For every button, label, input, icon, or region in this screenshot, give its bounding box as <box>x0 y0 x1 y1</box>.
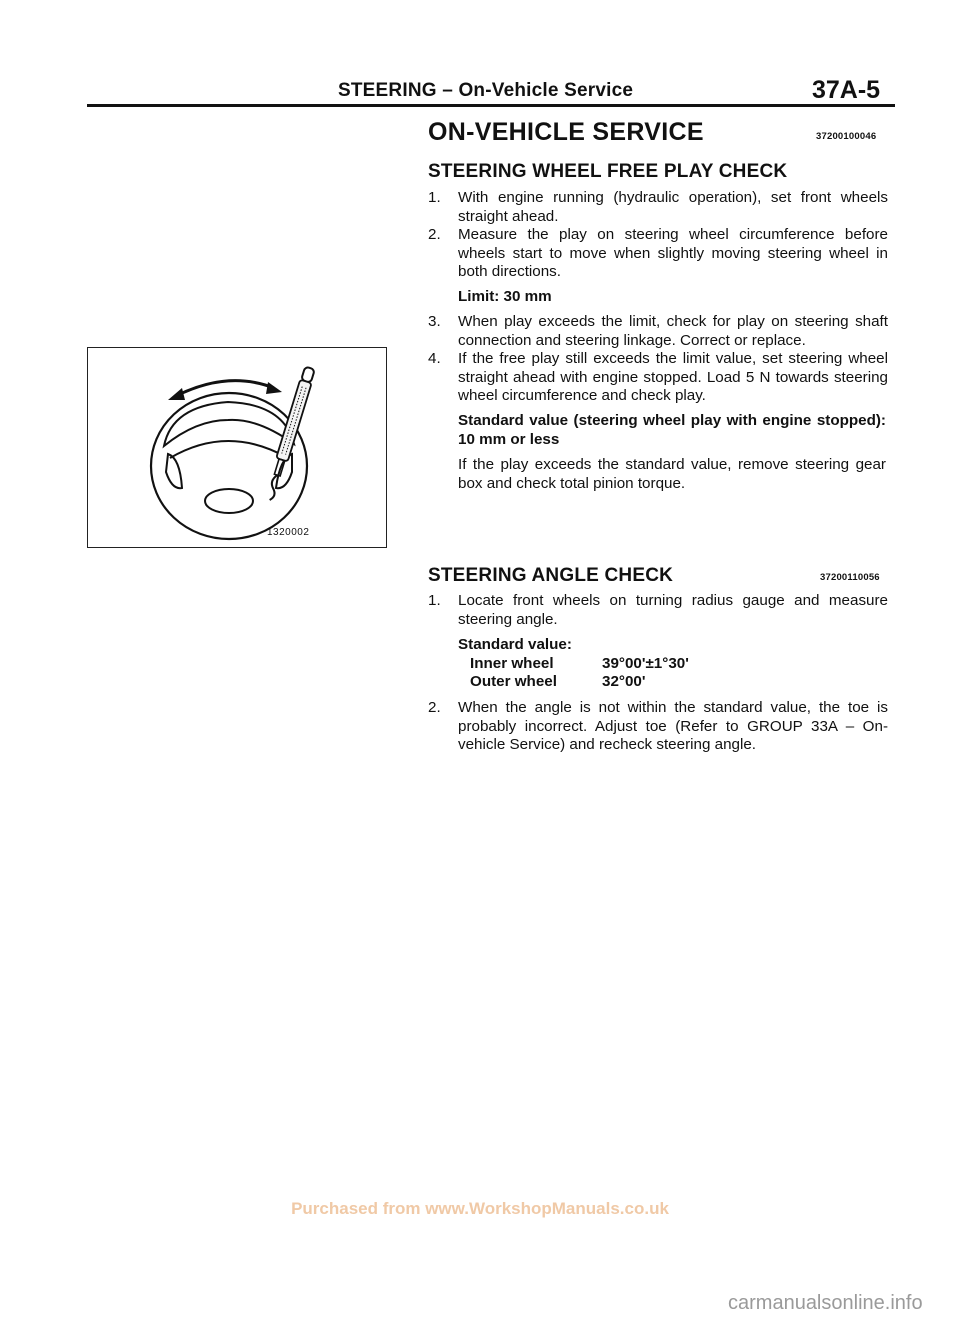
outer-wheel-row <box>470 673 646 690</box>
standard-value-label: Standard value: <box>458 636 572 653</box>
watermark: Purchased from www.WorkshopManuals.co.uk <box>291 1199 669 1218</box>
step-number: 2. <box>428 699 441 716</box>
angle-code: 37200110056 <box>820 572 880 583</box>
inner-wheel-label: Inner wheel <box>470 655 554 672</box>
section-title: ON-VEHICLE SERVICE <box>428 118 704 146</box>
step-text: With engine running (hydraulic operation), set front wheels straight ahead. <box>458 189 888 225</box>
figure-code: 1320002 <box>267 527 310 538</box>
step-number: 4. <box>428 350 441 367</box>
step-text: Measure the play on steering wheel circumference before wheels start to move when slightly moving steering wheel in both directions. <box>458 226 888 281</box>
limit-value: Limit: 30 mm <box>458 288 552 305</box>
steering-wheel-with-spring-scale-icon <box>88 348 385 546</box>
angle-title: STEERING ANGLE CHECK <box>428 565 674 586</box>
step-text: When the angle is not within the standard value, the toe is probably incorrect. Adjust toe (Refer to GROUP 33A – On-vehicle Service) and recheck steering angle. <box>458 699 888 754</box>
inner-wheel-row <box>470 655 689 672</box>
header-rule <box>87 104 895 107</box>
step-text: When play exceeds the limit, check for play on steering shaft connection and steering linkage. Correct or replace. <box>458 313 888 349</box>
header-title: STEERING – On-Vehicle Service <box>338 80 634 101</box>
free-play-title: STEERING WHEEL FREE PLAY CHECK <box>428 161 788 182</box>
outer-wheel-label: Outer wheel <box>470 673 557 690</box>
outer-wheel-value: 32°00' <box>602 673 646 690</box>
step-text: If the free play still exceeds the limit value, set steering wheel straight ahead with engine stopped. Load 5 N towards steering wheel circumference and check play. <box>458 350 888 405</box>
step-text: Locate front wheels on turning radius gauge and measure steering angle. <box>458 592 888 628</box>
step-number: 3. <box>428 313 441 330</box>
standard-value-free-play: Standard value (steering wheel play with engine stopped): 10 mm or less <box>458 412 886 448</box>
footer-site: carmanualsonline.info <box>728 1292 923 1314</box>
inner-wheel-value: 39°00'±1°30' <box>602 655 689 672</box>
step-number: 1. <box>428 592 441 609</box>
free-play-note: If the play exceeds the standard value, remove steering gear box and check total pinion torque. <box>458 456 886 492</box>
page-number: 37A-5 <box>812 76 881 104</box>
steering-wheel-figure <box>87 347 387 548</box>
step-number: 2. <box>428 226 441 243</box>
step-number: 1. <box>428 189 441 206</box>
section-code: 37200100046 <box>816 131 877 142</box>
